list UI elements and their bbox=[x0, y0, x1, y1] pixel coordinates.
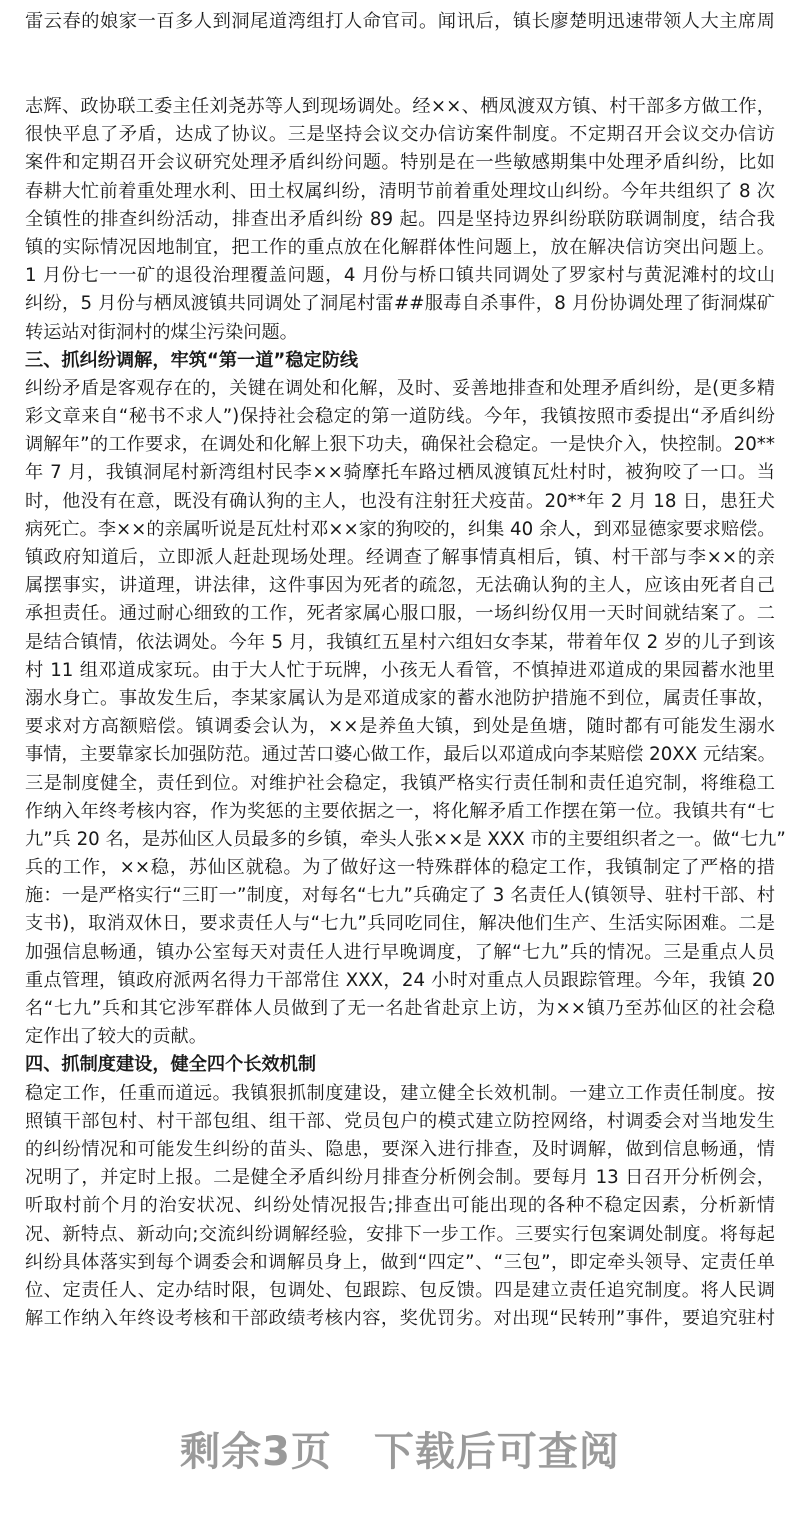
document-line: 溺水身亡。事故发生后，李某家属认为是邓道成家的蓄水池防护措施不到位，属责任事故， bbox=[25, 687, 775, 709]
document-line: 病死亡。李××的亲属听说是瓦灶村邓××家的狗咬的，纠集 40 余人，到邓显德家要求赔偿。 bbox=[25, 518, 776, 540]
section-heading: 三、抓纠纷调解，牢筑“第一道”稳定防线 bbox=[25, 349, 359, 371]
document-line: 时，他没有在意，既没有确认狗的主人，也没有注射狂犬疫苗。20**年 2 月 18 日，患狂犬 bbox=[25, 490, 775, 512]
document-line: 重点管理，镇政府派两名得力干部常住 XXX，24 小时对重点人员跟踪管理。今年，我镇 20 bbox=[25, 969, 775, 991]
document-line: 况、新特点、新动向;交流纠纷调解经验，安排下一步工作。三要实行包案调处制度。将每起 bbox=[25, 1223, 775, 1245]
document-line: 调解年”的工作要求，在调处和化解上狠下功夫，确保社会稳定。一是快介入，快控制。20** bbox=[25, 434, 775, 456]
document-line: 承担责任。通过耐心细致的工作，死者家属心服口服，一场纠纷仅用一天时间就结案了。二 bbox=[25, 603, 775, 625]
document-line: 村 11 组邓道成家玩。由于大人忙于玩牌，小孩无人看管，不慎掉进邓道成的果园蓄水池里 bbox=[25, 659, 775, 681]
download-to-view-text[interactable]: 下载后可查阅 bbox=[373, 1429, 620, 1475]
document-line: 兵的工作，××稳，苏仙区就稳。为了做好这一特殊群体的稳定工作，我镇制定了严格的措 bbox=[25, 857, 775, 879]
document-line: 志辉、政协联工委主任刘尧苏等人到现场调处。经××、栖凤渡双方镇、村干部多方做工作， bbox=[25, 96, 775, 117]
document-line: 事情，主要靠家长加强防范。通过苦口婆心做工作，最后以邓道成向李某赔偿 20XX 元结案。 bbox=[25, 744, 776, 766]
document-line: 1 月份七一一矿的退役治理覆盖问题，4 月份与桥口镇共同调处了罗家村与黄泥滩村的坟山 bbox=[25, 265, 775, 287]
document-body bbox=[0, 93, 800, 1333]
document-line: 转运站对街洞村的煤尘污染问题。 bbox=[25, 321, 298, 343]
document-line: 春耕大忙前着重处理水利、田土权属纠纷，清明节前着重处理坟山纠纷。今年共组织了 8 次 bbox=[25, 180, 775, 202]
section-heading: 四、抓制度建设，健全四个长效机制 bbox=[25, 1054, 317, 1076]
document-line: 定作出了较大的贡献。 bbox=[25, 1026, 207, 1048]
document-line: 的纠纷情况和可能发生纠纷的苗头、隐患，要深入进行排查，及时调解，做到信息畅通，情 bbox=[25, 1138, 775, 1160]
document-line: 年 7 月，我镇洞尾村新湾组村民李××骑摩托车路过栖凤渡镇瓦灶村时，被狗咬了一口。当 bbox=[25, 462, 775, 484]
document-line: 镇政府知道后，立即派人赶赴现场处理。经调查了解事情真相后，镇、村干部与李××的亲 bbox=[25, 547, 775, 568]
document-line: 位、定责任人、定办结时限，包调处、包跟踪、包反馈。四是建立责任追究制度。将人民调 bbox=[25, 1279, 775, 1301]
document-line: 镇的实际情况因地制宜，把工作的重点放在化解群体性问题上，放在解决信访突出问题上。 bbox=[25, 236, 775, 258]
document-line: 名“七九”兵和其它涉军群体人员做到了无一名赴省赴京上访，为××镇乃至苏仙区的社会稳 bbox=[25, 998, 775, 1019]
document-line: 作纳入年终考核内容，作为奖惩的主要依据之一，将化解矛盾工作摆在第一位。我镇共有“七 bbox=[25, 800, 775, 822]
document-line: 九”兵 20 名，是苏仙区人员最多的乡镇，牵头人张××是 XXX 市的主要组织者之一。做“七九” bbox=[25, 828, 786, 850]
document-line: 照镇干部包村、村干部包组、组干部、党员包户的模式建立防控网络，村调委会对当地发生 bbox=[25, 1110, 775, 1132]
document-line: 是结合镇情，依法调处。今年 5 月，我镇红五星村六组妇女李某，带着年仅 2 岁的儿子到该 bbox=[25, 631, 775, 653]
document-line: 案件和定期召开会议研究处理矛盾纠纷问题。特别是在一些敏感期集中处理矛盾纠纷，比如 bbox=[25, 152, 775, 174]
document-line: 支书)，取消双休日，要求责任人与“七九”兵同吃同住，解决他们生产、生活实际困难。二是 bbox=[25, 913, 775, 935]
remaining-pages-text: 剩余3页 bbox=[180, 1429, 332, 1475]
document-line: 全镇性的排查纠纷活动，排查出矛盾纠纷 89 起。四是坚持边界纠纷联防联调制度，结合我 bbox=[25, 208, 775, 230]
document-line: 纠纷，5 月份与栖凤渡镇共同调处了洞尾村雷##服毒自杀事件，8 月份协调处理了街洞煤矿 bbox=[25, 293, 775, 315]
document-line: 纠纷具体落实到每个调委会和调解员身上，做到“四定”、“三包”，即定牵头领导、定责任单 bbox=[25, 1251, 775, 1273]
document-line: 雷云春的娘家一百多人到洞尾道湾组打人命官司。闻讯后，镇长廖楚明迅速带领人大主席周 bbox=[25, 11, 775, 32]
document-line: 很快平息了矛盾，达成了协议。三是坚持会议交办信访案件制度。不定期召开会议交办信访 bbox=[25, 124, 775, 146]
document-line: 解工作纳入年终设考核和干部政绩考核内容，奖优罚劣。对出现“民转刑”事件，要追究驻村 bbox=[25, 1308, 775, 1330]
document-line: 三是制度健全，责任到位。对维护社会稳定，我镇严格实行责任制和责任追究制，将维稳工 bbox=[25, 772, 775, 794]
document-line: 要求对方高额赔偿。镇调委会认为，××是养鱼大镇，到处是鱼塘，随时都有可能发生溺水 bbox=[25, 716, 775, 738]
document-line: 听取村前个月的治安状况、纠纷处情况报告;排查出可能出现的各种不稳定因素，分析新情 bbox=[25, 1195, 775, 1217]
document-line: 况明了，并定时上报。二是健全矛盾纠纷月排查分析例会制。要每月 13 日召开分析例会， bbox=[25, 1167, 775, 1189]
document-line: 属摆事实，讲道理，讲法律，这件事因为死者的疏忽，无法确认狗的主人，应该由死者自己 bbox=[25, 575, 775, 597]
document-line: 彩文章来自“秘书不求人”)保持社会稳定的第一道防线。今年，我镇按照市委提出“矛盾纠纷 bbox=[25, 406, 775, 428]
document-line: 加强信息畅通，镇办公室每天对责任人进行早晚调度，了解“七九”兵的情况。三是重点人员 bbox=[25, 941, 775, 963]
document-line: 施：一是严格实行“三盯一”制度，对每名“七九”兵确定了 3 名责任人(镇领导、驻村干部、村 bbox=[25, 885, 775, 907]
download-prompt[interactable] bbox=[0, 1420, 800, 1476]
document-line: 纠纷矛盾是客观存在的，关键在调处和化解，及时、妥善地排查和处理矛盾纠纷，是(更多精 bbox=[25, 377, 775, 399]
document-line: 稳定工作，任重而道远。我镇狠抓制度建设，建立健全长效机制。一建立工作责任制度。按 bbox=[25, 1082, 775, 1104]
